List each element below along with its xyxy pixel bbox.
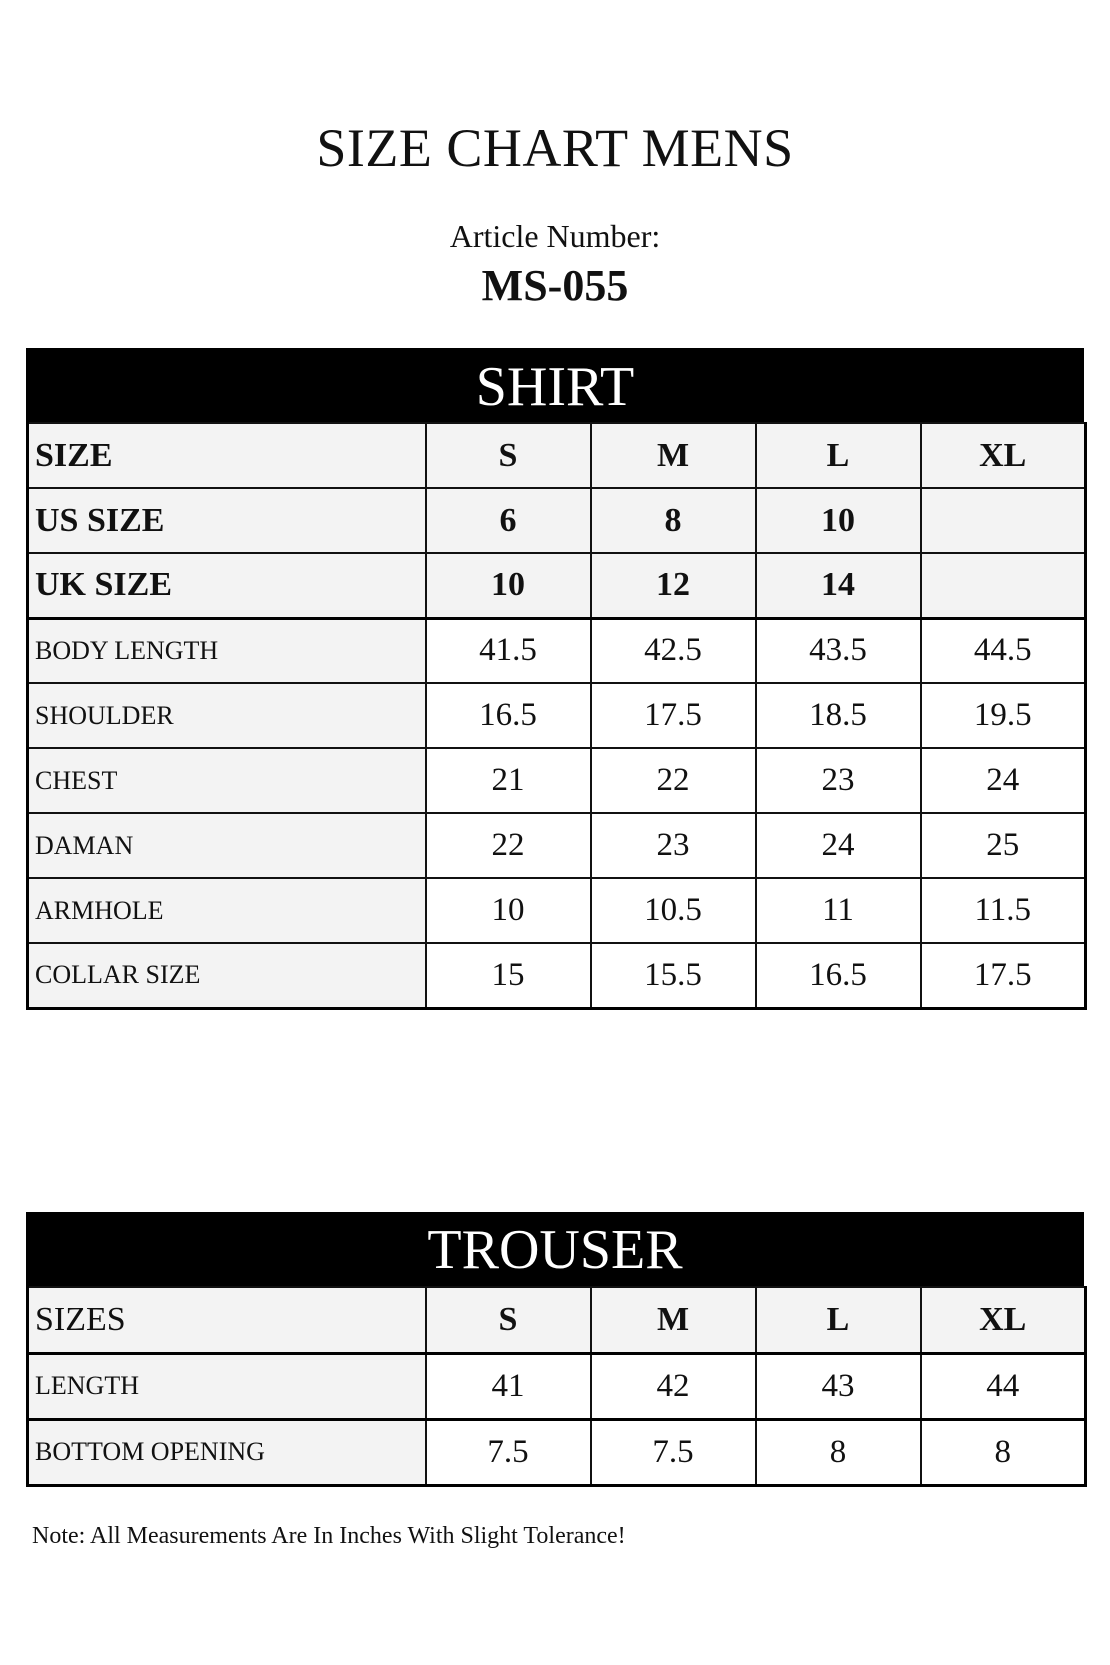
measurement-cell: 7.5 — [591, 1419, 756, 1485]
size-cell: 12 — [591, 553, 756, 618]
size-cell — [921, 553, 1086, 618]
size-cell: L — [756, 423, 921, 488]
measurement-cell: 25 — [921, 813, 1086, 878]
measurement-cell: 19.5 — [921, 683, 1086, 748]
table-row — [28, 943, 1086, 1008]
table-row — [28, 553, 1086, 618]
trouser-grid — [26, 1286, 1087, 1487]
shirt-grid — [26, 422, 1087, 1010]
measurement-cell: 41 — [426, 1353, 591, 1419]
table-row — [28, 488, 1086, 553]
row-label: SIZE — [28, 423, 426, 488]
shirt-size-table — [26, 348, 1084, 1010]
measurement-cell: 15 — [426, 943, 591, 1008]
measurement-cell: 44.5 — [921, 618, 1086, 683]
table-row — [28, 813, 1086, 878]
measurement-cell: 10 — [426, 878, 591, 943]
size-cell: 14 — [756, 553, 921, 618]
table-row — [28, 748, 1086, 813]
size-cell — [921, 488, 1086, 553]
measurement-cell: 8 — [921, 1419, 1086, 1485]
measurement-cell: 16.5 — [426, 683, 591, 748]
measurement-cell: 22 — [426, 813, 591, 878]
row-label: UK SIZE — [28, 553, 426, 618]
measurement-cell: 41.5 — [426, 618, 591, 683]
measurement-cell: 18.5 — [756, 683, 921, 748]
size-cell: 8 — [591, 488, 756, 553]
table-row — [28, 423, 1086, 488]
measurement-cell: 23 — [756, 748, 921, 813]
table-row — [28, 1419, 1086, 1485]
row-label: LENGTH — [28, 1353, 426, 1419]
measurement-cell: 43 — [756, 1353, 921, 1419]
size-cell: S — [426, 423, 591, 488]
measurement-note: Note: All Measurements Are In Inches With Slight Tolerance! — [32, 1523, 626, 1549]
measurement-cell: 21 — [426, 748, 591, 813]
measurement-cell: 17.5 — [591, 683, 756, 748]
row-label: US SIZE — [28, 488, 426, 553]
measurement-cell: 44 — [921, 1353, 1086, 1419]
row-label: BOTTOM OPENING — [28, 1419, 426, 1485]
measurement-cell: 23 — [591, 813, 756, 878]
size-cell: M — [591, 423, 756, 488]
table-row — [28, 683, 1086, 748]
measurement-cell: 7.5 — [426, 1419, 591, 1485]
measurement-cell: 42.5 — [591, 618, 756, 683]
row-label: SHOULDER — [28, 683, 426, 748]
table-row — [28, 618, 1086, 683]
measurement-cell: 10.5 — [591, 878, 756, 943]
size-cell: XL — [921, 423, 1086, 488]
article-number: MS-055 — [481, 261, 629, 310]
row-label: BODY LENGTH — [28, 618, 426, 683]
measurement-cell: 17.5 — [921, 943, 1086, 1008]
size-cell: 6 — [426, 488, 591, 553]
trouser-size-table — [26, 1212, 1084, 1487]
size-cell: XL — [921, 1287, 1086, 1353]
measurement-cell: 43.5 — [756, 618, 921, 683]
measurement-cell: 11.5 — [921, 878, 1086, 943]
row-label: CHEST — [28, 748, 426, 813]
measurement-cell: 11 — [756, 878, 921, 943]
measurement-cell: 8 — [756, 1419, 921, 1485]
size-cell: L — [756, 1287, 921, 1353]
table-row — [28, 878, 1086, 943]
table-row — [28, 1287, 1086, 1353]
shirt-heading: SHIRT — [26, 348, 1084, 422]
size-cell: M — [591, 1287, 756, 1353]
article-number-label: Article Number: — [449, 218, 661, 254]
measurement-cell: 15.5 — [591, 943, 756, 1008]
trouser-heading: TROUSER — [26, 1212, 1084, 1286]
measurement-cell: 16.5 — [756, 943, 921, 1008]
size-cell: 10 — [426, 553, 591, 618]
row-label: DAMAN — [28, 813, 426, 878]
row-label: COLLAR SIZE — [28, 943, 426, 1008]
measurement-cell: 24 — [756, 813, 921, 878]
measurement-cell: 42 — [591, 1353, 756, 1419]
page-title: SIZE CHART MENS — [316, 118, 794, 178]
table-row — [28, 1353, 1086, 1419]
size-cell: S — [426, 1287, 591, 1353]
measurement-cell: 24 — [921, 748, 1086, 813]
row-label: ARMHOLE — [28, 878, 426, 943]
measurement-cell: 22 — [591, 748, 756, 813]
size-cell: 10 — [756, 488, 921, 553]
row-label: SIZES — [28, 1287, 426, 1353]
